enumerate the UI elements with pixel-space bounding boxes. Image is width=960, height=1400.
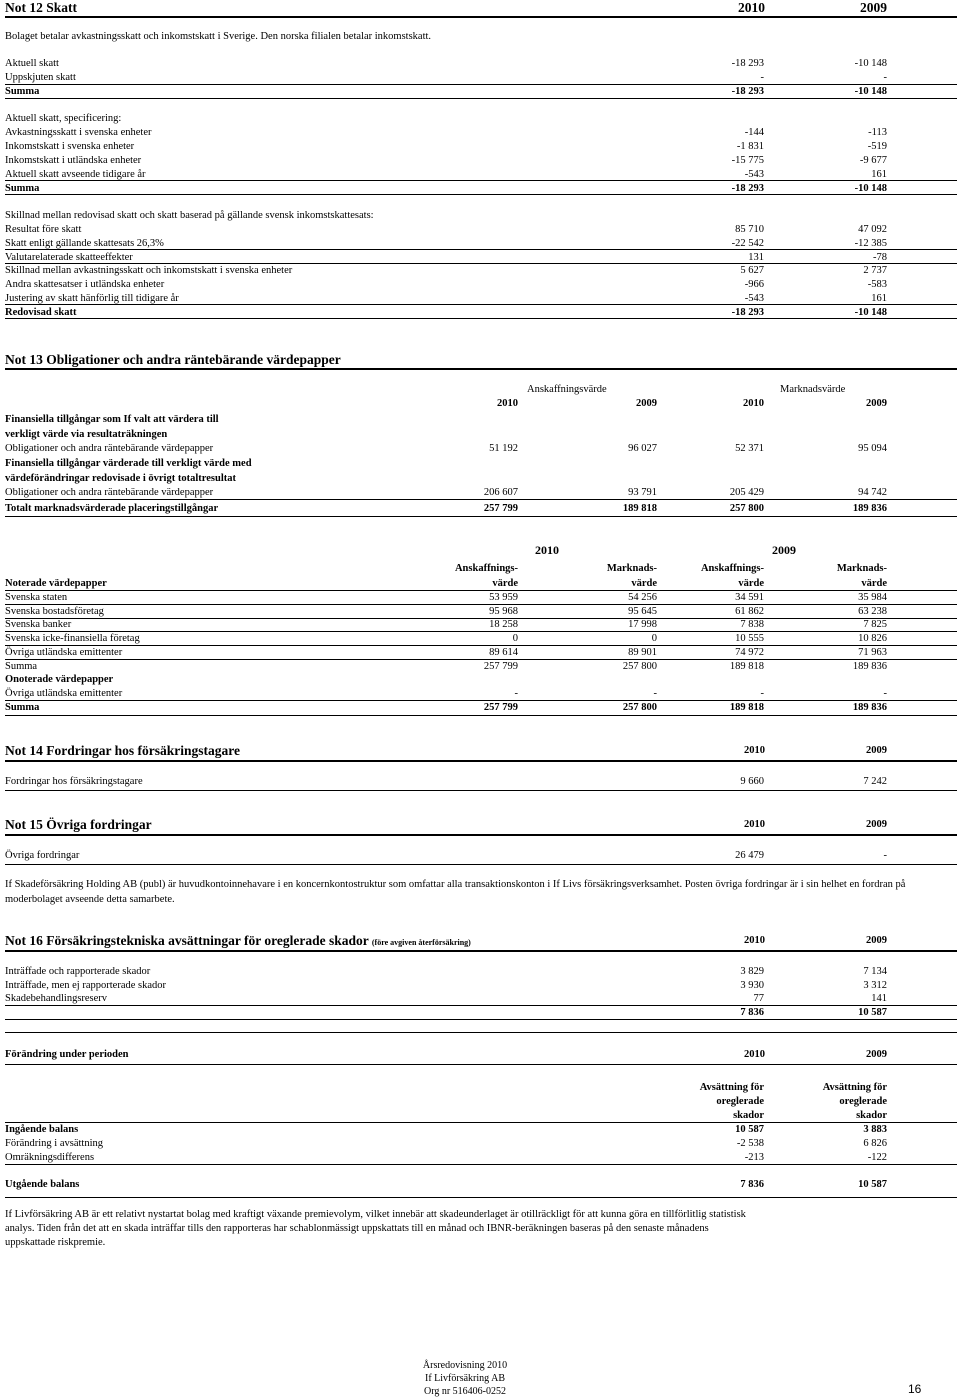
not12-diff-row-value: -966 <box>744 279 764 291</box>
footer-line1: Årsredovisning 2010 <box>422 1360 508 1371</box>
not13-t2-ovr-label: Övriga utländska emittenter <box>5 688 123 699</box>
not16-utgaende-value: 10 587 <box>858 1179 887 1190</box>
not12-diff-row-label: Redovisad skatt <box>5 306 77 318</box>
not16-sum-value: 10 587 <box>858 1007 887 1018</box>
footer-line2: If Livförsäkring AB <box>425 1373 505 1384</box>
not13-t2-row-label: Svenska bostadsföretag <box>5 605 104 617</box>
not12-title: Not 12 Skatt <box>5 0 78 15</box>
divider <box>5 499 957 500</box>
not13-t2-summa-label: Summa <box>5 661 38 672</box>
not13-t2-summa2-value: 257 800 <box>622 702 657 713</box>
not12-spec-row-value: -113 <box>868 127 887 138</box>
not13-t2-row-value: 35 984 <box>858 592 887 603</box>
not12-diff-row-value: -18 293 <box>731 306 764 318</box>
not13-t2-row-value: 95 645 <box>628 605 657 617</box>
not12-row-value: -18 293 <box>731 86 764 97</box>
not13-t2-summa2-label: Summa <box>5 702 40 713</box>
not12-diff-row <box>5 237 887 250</box>
not13-t2-row-label: Svenska banker <box>5 619 72 631</box>
not13-row2-value: 94 742 <box>858 487 887 498</box>
not16-row <box>5 979 887 992</box>
not13-row1-value: 95 094 <box>858 443 887 454</box>
divider <box>5 304 957 305</box>
not12-spec-row-value: -18 293 <box>731 183 764 194</box>
not15-row <box>5 849 887 862</box>
divider <box>5 16 957 18</box>
not12-diff-row-value: -22 542 <box>731 237 764 249</box>
not12-diff-row-label: Justering av skatt hänförlig till tidigare år <box>5 293 179 304</box>
not12-diff-row-value: -543 <box>744 293 764 304</box>
not13-t2-row-value: 54 256 <box>628 592 657 603</box>
not13-t2-col-head: Marknads- <box>836 563 887 574</box>
not12-diff-row <box>5 264 887 277</box>
not13-row2-value: 205 429 <box>729 487 764 498</box>
not16-omrakning <box>5 1151 887 1164</box>
not12-row-value: - <box>883 72 887 83</box>
not13-t2-row-value: 89 901 <box>628 646 657 658</box>
not16-note-line3: uppskattade riskpremie. <box>5 1237 106 1248</box>
not13-t2-row-value: 7 825 <box>863 619 887 631</box>
divider <box>5 715 957 716</box>
divider <box>5 1005 957 1006</box>
divider <box>5 760 957 762</box>
not13-t2-row-label: Svenska staten <box>5 592 68 603</box>
not12-diff-row-label: Skatt enligt gällande skattesats 26,3% <box>5 237 164 249</box>
not16-change-year-2010: 2010 <box>744 1049 765 1060</box>
not12-row <box>5 71 887 84</box>
not13-years-row <box>5 397 887 410</box>
divider <box>5 864 957 865</box>
not16-year-2010: 2010 <box>744 935 765 946</box>
not12-diff-row <box>5 223 887 236</box>
not13-t2-summa2-value: 189 818 <box>729 702 764 713</box>
not13-t2-onoterade: Onoterade värdepapper <box>5 674 114 685</box>
not16-forandring-value: 6 826 <box>863 1138 887 1149</box>
not14-year-2009: 2009 <box>866 745 887 756</box>
divider <box>5 834 957 836</box>
not16-row <box>5 992 887 1005</box>
not16-forandring <box>5 1137 887 1150</box>
not12-spec-row <box>5 140 887 153</box>
not12-year-2010: 2010 <box>738 0 765 15</box>
not13-t2-row-label: Övriga utländska emittenter <box>5 646 123 658</box>
not13-title: Not 13 Obligationer och andra räntebärande värdepapper <box>5 352 341 367</box>
not13-t2-col-head: Anskaffnings- <box>454 563 518 574</box>
not13-t2-row <box>5 591 887 604</box>
not16-forandring-value: -2 538 <box>736 1138 764 1149</box>
not16-col-head: skador <box>733 1110 764 1121</box>
divider <box>5 263 957 264</box>
divider <box>5 950 957 952</box>
not12-spec-row-value: -519 <box>867 141 887 152</box>
not12-diff-row-label: Valutarelaterade skatteeffekter <box>5 251 133 263</box>
not16-utgaende <box>5 1178 887 1191</box>
not12-diff-row <box>5 278 887 291</box>
not13-total-label: Totalt marknadsvärderade placeringstillgångar <box>5 503 219 514</box>
page-number: 16 <box>908 1382 922 1396</box>
not16-row-value: 141 <box>871 993 887 1005</box>
divider <box>5 180 957 181</box>
not16-year-2009: 2009 <box>866 935 887 946</box>
not16-row <box>5 965 887 978</box>
not15-row-label: Övriga fordringar <box>5 850 80 861</box>
not15-title: Not 15 Övriga fordringar <box>5 817 152 832</box>
not12-spec-row <box>5 126 887 139</box>
not12-row-label: Aktuell skatt <box>5 58 59 69</box>
not16-forandring-label: Förändring i avsättning <box>5 1138 103 1149</box>
not13-t2-row-value: 71 963 <box>858 646 887 658</box>
not16-row-label: Inträffade, men ej rapporterade skador <box>5 979 167 991</box>
not13-row1 <box>5 442 887 455</box>
not12-spec-row-label: Inkomstskatt i svenska enheter <box>5 141 135 152</box>
not12-row-value: -10 148 <box>854 86 887 97</box>
not16-omrakning-value: -213 <box>744 1152 764 1163</box>
not13-total-value: 189 836 <box>852 503 887 514</box>
not13-year: 2009 <box>866 398 887 409</box>
not13-t2-header-row <box>5 577 887 590</box>
not12-diff-row-label: Skillnad mellan avkastningsskatt och inkomstskatt i svenska enheter <box>5 265 293 277</box>
not13-t2-ovr-value: - <box>653 688 657 699</box>
not16-col-head: skador <box>856 1110 887 1121</box>
not12-diff-row-value: -583 <box>867 279 887 291</box>
not13-t2-col-head: Marknads- <box>606 563 657 574</box>
not16-note-line1: If Livförsäkring AB är ett relativt nystartat bolag med kraftigt växande premievolym, vilket innebär att skadeunderlaget är otillräckligt för att kunna göra en tillförlitlig statistisk <box>5 1209 746 1220</box>
not13-t2-row-value: 10 555 <box>735 633 764 645</box>
not12-diff-row-value: 131 <box>748 251 764 263</box>
not12-spec-row-label: Aktuell skatt avseende tidigare år <box>5 169 146 180</box>
not12-spec-row-value: -1 831 <box>736 141 764 152</box>
not12-diff-row-value: 161 <box>871 293 887 304</box>
not16-ingaende-label: Ingående balans <box>5 1124 79 1135</box>
not13-t2-col-head: värde <box>861 578 887 589</box>
not13-row2-value: 206 607 <box>483 487 518 498</box>
not13-t2-summa-value: 257 800 <box>622 661 657 672</box>
not13-t2-year-2010: 2010 <box>535 543 559 557</box>
not16-ingaende <box>5 1123 887 1136</box>
not13-t2-row-value: 10 826 <box>858 633 887 645</box>
not12-spec-row-value: -10 148 <box>854 183 887 194</box>
not13-t2-row-value: 74 972 <box>735 646 764 658</box>
not13-row1-value: 52 371 <box>735 443 764 454</box>
not15-row-value: 26 479 <box>735 850 764 861</box>
not16-row-label: Inträffade och rapporterade skador <box>5 966 151 977</box>
not13-t2-row <box>5 605 887 618</box>
not12-diff-row-value: 5 627 <box>740 265 764 277</box>
not16-omrakning-value: -122 <box>867 1152 887 1163</box>
not16-sum-value: 7 836 <box>740 1007 764 1018</box>
not13-year: 2010 <box>743 398 764 409</box>
not14-row <box>5 775 887 788</box>
not16-col-head-row <box>5 1081 887 1094</box>
not12-spec-title: Aktuell skatt, specificering: <box>5 113 122 124</box>
not13-group2-line2: värdeförändringar redovisade i övrigt totaltresultat <box>5 473 236 484</box>
not15-year-2010: 2010 <box>744 819 765 830</box>
not12-diff-row-value: -10 148 <box>854 306 887 318</box>
divider <box>5 1032 957 1033</box>
not13-t2-col-head: värde <box>738 578 764 589</box>
not13-total-value: 257 799 <box>483 503 518 514</box>
not13-t2-header-row <box>5 562 887 575</box>
not12-row-value: -10 148 <box>854 58 887 69</box>
not13-t2-row <box>5 618 887 631</box>
not16-col-head: oreglerade <box>716 1096 764 1107</box>
not16-row-value: 7 134 <box>863 966 887 977</box>
not13-total-value: 257 800 <box>729 503 764 514</box>
not15-note-line1: If Skadeförsäkring Holding AB (publ) är huvudkontoinnehavare i en koncernkontostruktur som omfattar alla transaktionskonton i If Livs försäkringsverksamhet. Posten övriga fordringar är i sin helhet en fordran på <box>5 879 906 890</box>
not13-t2-ovr-value: - <box>514 688 518 699</box>
not16-subtitle: (före avgiven återförsäkring) <box>371 938 471 947</box>
not16-sum-row <box>5 1006 887 1019</box>
not13-t2-row-value: 63 238 <box>858 605 887 617</box>
not14-row-label: Fordringar hos försäkringstagare <box>5 776 143 787</box>
not12-year-2009: 2009 <box>860 0 887 15</box>
not13-t2-summa-value: 257 799 <box>483 661 518 672</box>
not13-t2-summa2-value: 189 836 <box>852 702 887 713</box>
footer-line3: Org nr 516406-0252 <box>423 1386 507 1397</box>
not16-change-year-2009: 2009 <box>866 1049 887 1060</box>
divider <box>5 98 957 99</box>
not14-year-2010: 2010 <box>744 745 765 756</box>
not12-spec-row-value: -144 <box>744 127 764 138</box>
not12-spec-row-value: 161 <box>871 169 887 180</box>
not12-spec-row-label: Inkomstskatt i utländska enheter <box>5 155 142 166</box>
not13-head-mark: Marknadsvärde <box>780 384 846 395</box>
divider <box>5 368 957 370</box>
not13-row2 <box>5 486 887 499</box>
not13-t2-row-value: 89 614 <box>489 646 518 658</box>
not13-t2-row <box>5 632 887 645</box>
not13-row1-value: 51 192 <box>489 443 518 454</box>
not12-spec-row <box>5 154 887 167</box>
not13-t2-row-value: 61 862 <box>735 605 764 617</box>
not15-note-line2: moderbolaget avseende detta samarbete. <box>5 894 175 905</box>
not16-utgaende-label: Utgående balans <box>5 1179 80 1190</box>
not13-total <box>5 502 887 515</box>
not12-diff-row <box>5 251 887 264</box>
divider <box>5 516 957 517</box>
not16-col-head: Avsättning för <box>699 1082 764 1093</box>
not16-ingaende-value: 3 883 <box>863 1124 887 1135</box>
divider <box>5 1164 957 1165</box>
not13-t2-ovr-value: - <box>883 688 887 699</box>
not14-title: Not 14 Fordringar hos försäkringstagare <box>5 743 240 758</box>
divider <box>5 194 957 195</box>
not13-row2-label: Obligationer och andra räntebärande värdepapper <box>5 487 214 498</box>
divider <box>5 318 957 319</box>
divider <box>5 249 957 250</box>
not12-diff-title: Skillnad mellan redovisad skatt och skatt baserad på gällande svensk inkomstskattesats: <box>5 210 374 221</box>
not12-intro: Bolaget betalar avkastningsskatt och inkomstskatt i Sverige. Den norska filialen betalar inkomstskatt. <box>5 31 432 42</box>
not16-note-line2: analys. Tiden från det att en skada inträffar tills den rapporteras har schablonmässigt uppskattats till en månad och IBNR-beräkningen baseras på den senaste månadens <box>5 1223 709 1234</box>
not16-omrakning-label: Omräkningsdifferens <box>5 1152 95 1163</box>
divider <box>5 1064 957 1065</box>
not12-diff-row-value: -78 <box>873 251 887 263</box>
not16-col-head: Avsättning för <box>822 1082 887 1093</box>
not13-t2-col-head: värde <box>492 578 518 589</box>
not12-diff-row-value: 47 092 <box>858 224 887 235</box>
not13-t2-row-value: 18 258 <box>489 619 518 631</box>
not13-t2-row-value: 7 838 <box>740 619 764 631</box>
not13-t2-summa2-value: 257 799 <box>483 702 518 713</box>
not16-utgaende-value: 7 836 <box>740 1179 764 1190</box>
not12-diff-row-value: 2 737 <box>863 265 887 277</box>
not12-diff-row-value: -12 385 <box>854 237 887 249</box>
not13-t2-ovr <box>5 687 887 700</box>
not13-group2-line1: Finansiella tillgångar värderade till verkligt värde med <box>5 458 252 469</box>
not13-t2-col-head: Anskaffnings- <box>700 563 764 574</box>
not12-row-value: - <box>760 72 764 83</box>
not13-t2-summa-value: 189 836 <box>852 661 887 672</box>
not13-t2-row-value: 0 <box>512 633 518 645</box>
not12-diff-row-label: Andra skattesatser i utländska enheter <box>5 279 165 291</box>
not12-spec-row-value: -9 677 <box>859 155 887 166</box>
not13-total-value: 189 818 <box>622 503 657 514</box>
not13-t2-ovr-value: - <box>760 688 764 699</box>
not13-t2-summa2 <box>5 701 887 714</box>
not13-year: 2010 <box>497 398 518 409</box>
not15-row-value: - <box>883 850 887 861</box>
not13-group1-line1: Finansiella tillgångar som If valt att värdera till <box>5 414 219 425</box>
divider <box>5 1197 957 1198</box>
not14-row-value: 7 242 <box>863 776 887 787</box>
not13-row1-value: 96 027 <box>628 443 657 454</box>
not13-row2-value: 93 791 <box>628 487 657 498</box>
not12-diff-row-label: Resultat före skatt <box>5 224 82 235</box>
not16-row-value: 3 829 <box>740 966 764 977</box>
not16-change-title: Förändring under perioden <box>5 1049 129 1060</box>
not13-row1-label: Obligationer och andra räntebärande värdepapper <box>5 443 214 454</box>
not13-t2-summa <box>5 660 887 673</box>
not13-t2-row-value: 95 968 <box>489 605 518 617</box>
not12-spec-row-value: -15 775 <box>731 155 764 166</box>
not16-row-value: 3 930 <box>740 979 764 991</box>
not14-row-value: 9 660 <box>740 776 764 787</box>
not13-year: 2009 <box>636 398 657 409</box>
not12-row-label: Uppskjuten skatt <box>5 72 76 83</box>
not12-spec-row-label: Summa <box>5 183 40 194</box>
not16-row-value: 77 <box>753 993 764 1005</box>
not13-t2-row-label: Svenska icke-finansiella företag <box>5 633 140 645</box>
not12-diff-row <box>5 306 887 319</box>
not12-spec-row-value: -543 <box>744 169 764 180</box>
not13-t2-col-head: värde <box>631 578 657 589</box>
not16-col-head-row <box>5 1095 887 1108</box>
not16-row-value: 3 312 <box>863 979 887 991</box>
not12-diff-row-value: 85 710 <box>735 224 764 235</box>
not16-col-head: oreglerade <box>839 1096 887 1107</box>
not13-t2-row-value: 0 <box>651 633 657 645</box>
not16-ingaende-value: 10 587 <box>735 1124 764 1135</box>
not12-spec-row-label: Avkastningsskatt i svenska enheter <box>5 127 152 138</box>
not16-title-text: Not 16 Försäkringstekniska avsättningar för oreglerade skador <box>5 933 369 948</box>
not15-year-2009: 2009 <box>866 819 887 830</box>
divider <box>5 790 957 791</box>
not13-t2-noterade: Noterade värdepapper <box>5 578 107 589</box>
not13-group1-line2: verkligt värde via resultaträkningen <box>5 429 168 440</box>
not16-col-head-row <box>5 1109 887 1122</box>
not13-t2-row-value: 34 591 <box>735 592 764 603</box>
not13-t2-row-value: 17 998 <box>628 619 657 631</box>
divider <box>5 1019 957 1020</box>
not13-t2-row-value: 53 959 <box>489 592 518 603</box>
not13-t2-summa-value: 189 818 <box>729 661 764 672</box>
not16-title <box>5 933 471 951</box>
not13-t2-year-2009: 2009 <box>772 543 796 557</box>
not12-row-label: Summa <box>5 86 40 97</box>
not12-row-value: -18 293 <box>731 58 764 69</box>
not12-row <box>5 57 887 70</box>
not16-row-label: Skadebehandlingsreserv <box>5 993 108 1005</box>
not13-t2-row <box>5 646 887 659</box>
not12-row <box>5 85 887 98</box>
not13-head-ansk: Anskaffningsvärde <box>527 384 607 395</box>
